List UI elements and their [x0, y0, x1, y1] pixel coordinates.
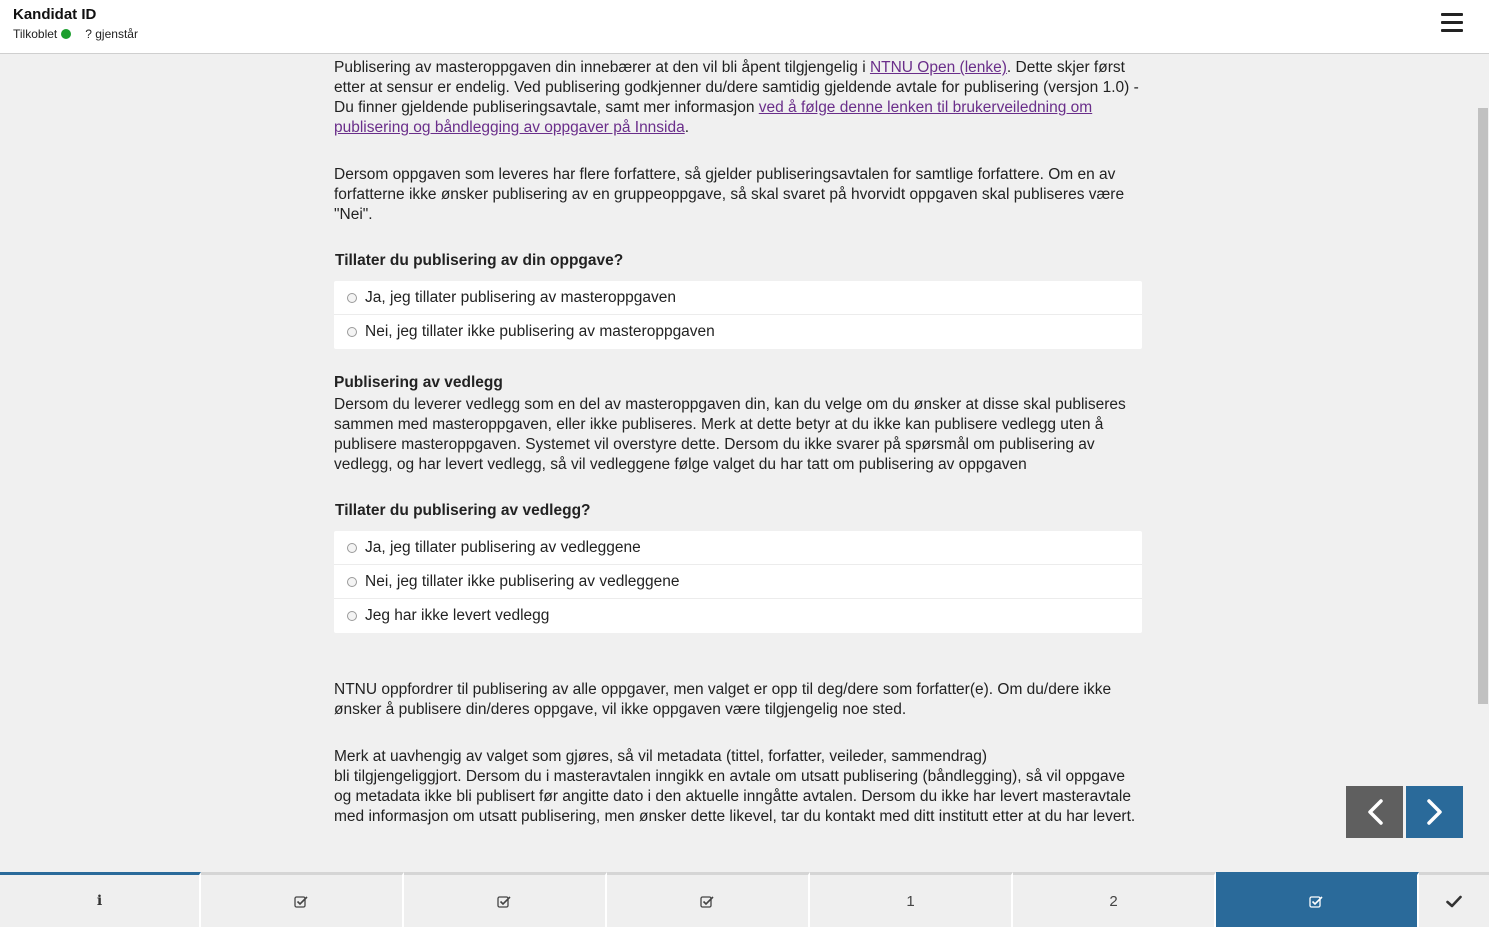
attachment-options: [334, 531, 1142, 633]
info-icon: i: [96, 893, 103, 909]
question-navigation-bar: [0, 872, 1489, 927]
connection-status: [13, 27, 138, 41]
checkmark-icon: [1446, 895, 1462, 908]
question-publish-title: Tillater du publisering av din oppgave?: [335, 252, 624, 269]
intro-paragraph: [334, 58, 1144, 138]
checkbox-icon: [294, 895, 309, 908]
option-label: Ja, jeg tillater publisering av vedleggene: [365, 538, 641, 556]
tab-submit[interactable]: [1419, 872, 1489, 927]
metadata-text-1: Merk at uavhengig av valget som gjøres, så vil metadata (tittel, forfatter, veileder, sammendrag): [334, 748, 988, 765]
ntnu-encourage-paragraph: NTNU oppfordrer til publisering av alle oppgaver, men valget er opp til deg/dere som forfatter(e). Om du/dere ikke ønsker å publisere din/deres oppgave, vil ikke oppgaven være tilgjengelig noe sted.: [334, 681, 1112, 718]
checkbox-icon: [1309, 895, 1324, 908]
checkbox-icon: [700, 895, 715, 908]
option-label: Nei, jeg tillater ikke publisering av vedleggene: [365, 572, 680, 590]
option-label: Ja, jeg tillater publisering av masteroppgaven: [365, 288, 677, 306]
radio-button[interactable]: [347, 577, 357, 587]
checkbox-icon: [497, 895, 512, 908]
ntnu-open-link[interactable]: NTNU Open (lenke): [869, 59, 1007, 76]
intro-text-end: .: [684, 119, 690, 136]
status-label: Tilkoblet: [13, 27, 58, 41]
radio-button[interactable]: [347, 327, 357, 337]
tab-task-3[interactable]: [607, 872, 810, 927]
tab-task-2[interactable]: [404, 872, 607, 927]
publish-options: [334, 281, 1142, 349]
remaining-count: ? gjenstår: [85, 27, 138, 41]
candidate-id-title: Kandidat ID: [13, 6, 97, 23]
tab-info[interactable]: [0, 872, 201, 927]
hamburger-menu-icon[interactable]: [1441, 13, 1463, 33]
top-bar: [0, 0, 1489, 54]
next-page-button[interactable]: [1406, 786, 1463, 838]
online-indicator-icon: [61, 29, 71, 39]
intro-text-2: . Dette skjer først etter at sensur er endelig. Ved publisering godkjenner du/dere samtidig gjeldende avtale for publisering (versjon 1.0) - Du finner gjeldende publiseringsavtale, samt mer informasjon: [334, 59, 1139, 116]
tab-task-5[interactable]: [1013, 872, 1216, 927]
option-attachments-no[interactable]: [334, 565, 1142, 599]
scrollbar-thumb[interactable]: [1478, 108, 1488, 704]
tab-task-6-active[interactable]: [1216, 872, 1419, 927]
previous-page-button[interactable]: [1346, 786, 1403, 838]
option-label: Nei, jeg tillater ikke publisering av masteroppgaven: [365, 323, 715, 340]
chevron-left-icon: [1366, 798, 1384, 826]
tab-label: 1: [906, 892, 915, 910]
metadata-paragraph: [334, 747, 1144, 827]
option-label: Jeg har ikke levert vedlegg: [365, 607, 550, 624]
tab-label: 2: [1109, 892, 1118, 910]
authors-paragraph: Dersom oppgaven som leveres har flere forfattere, så gjelder publiseringsavtalen for samtlige forfattere. Om en av forfatterne ikke ønsker publisering av en gruppeoppgave, så skal svaret på hvorvidt oppgaven skal publiseres være "Nei".: [334, 166, 1125, 223]
metadata-text-2: bli tilgjengeliggjort. Dersom du i masteravtalen inngikk en avtale om utsatt publisering (båndlegging), så vil oppgave og metadata ikke bli publisert før angitte dato i den aktuelle inngåtte avtalen. Dersom du ikke har levert masteravtale med informasjon om utsatt publisering, men ønsker dette likevel, tar du kontakt med ditt institutt etter at du har levert.: [334, 768, 1136, 825]
user-guide-link[interactable]: ved å følge denne lenken til brukerveiledning om publisering og båndlegging av oppgaver på Innsida: [334, 99, 1093, 136]
question-attachments-title: Tillater du publisering av vedlegg?: [335, 502, 591, 519]
option-no-attachments[interactable]: [334, 599, 1142, 633]
chevron-right-icon: [1426, 798, 1444, 826]
radio-button[interactable]: [347, 543, 357, 553]
option-publish-yes[interactable]: [334, 281, 1142, 315]
option-publish-no[interactable]: [334, 315, 1142, 349]
intro-text: Publisering av masteroppgaven din innebærer at den vil bli åpent tilgjengelig i: [334, 59, 870, 76]
tab-task-1[interactable]: [201, 872, 404, 927]
scrollbar[interactable]: [1477, 55, 1489, 872]
option-attachments-yes[interactable]: [334, 531, 1142, 565]
main-content: [334, 58, 1144, 827]
attachments-section-title: Publisering av vedlegg: [334, 374, 503, 391]
attachments-paragraph: Dersom du leverer vedlegg som en del av masteroppgaven din, kan du velge om du ønsker at disse skal publiseres sammen med masteroppgaven, eller ikke publiseres. Merk at dette betyr at du ikke kan publisere vedlegg uten å publisere masteroppgaven. Systemet vil overstyre dette. Dersom du ikke svarer på spørsmål om publisering av vedlegg, og har levert vedlegg, så vil vedleggene følge valget du har tatt om publisering av oppgaven: [334, 396, 1126, 473]
tab-task-4[interactable]: [810, 872, 1013, 927]
radio-button[interactable]: [347, 293, 357, 303]
radio-button[interactable]: [347, 611, 357, 621]
